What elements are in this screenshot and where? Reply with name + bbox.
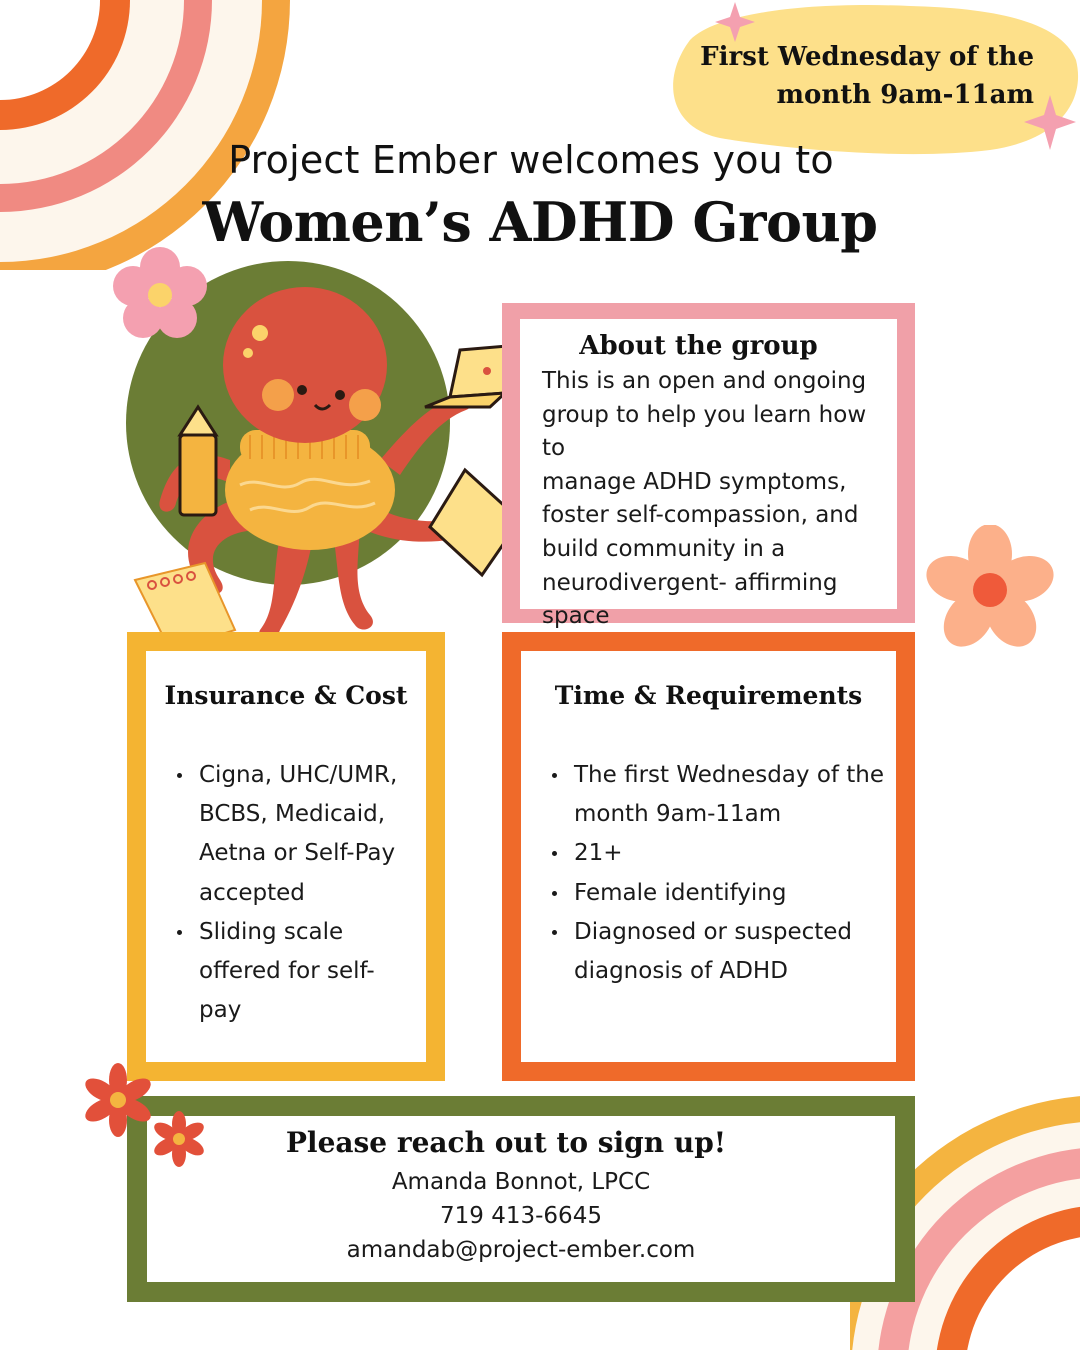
time-requirements-card xyxy=(502,632,915,1081)
list-item: The first Wednesday of the month 9am-11am xyxy=(574,756,886,834)
about-line: build community in a xyxy=(542,535,786,562)
date-banner-line-1: First Wednesday of the xyxy=(700,42,1034,72)
flower-icon xyxy=(925,525,1055,655)
flower-icon xyxy=(148,1108,210,1170)
time-title: Time & Requirements xyxy=(554,681,863,710)
list-item: Diagnosed or suspected diagnosis of ADHD xyxy=(574,913,886,991)
insurance-card xyxy=(127,632,445,1081)
contact-card xyxy=(127,1096,915,1302)
octopus-illustration xyxy=(110,245,530,660)
about-card xyxy=(502,303,915,630)
contact-email[interactable]: amandab@project-ember.com xyxy=(346,1237,696,1263)
insurance-title: Insurance & Cost xyxy=(164,681,408,710)
list-item: Female identifying xyxy=(574,874,886,913)
about-line: neurodivergent- affirming xyxy=(542,569,838,596)
list-item: Sliding scale offered for self- pay xyxy=(199,913,406,1031)
date-banner-line-2: month 9am-11am xyxy=(776,80,1034,110)
page-subtitle: Project Ember welcomes you to xyxy=(228,138,834,182)
list-item: Cigna, UHC/UMR, BCBS, Medicaid, Aetna or Self-Pay accepted xyxy=(199,756,406,913)
about-line: foster self-compassion, and xyxy=(542,502,859,529)
about-line: This is an open and ongoing xyxy=(542,368,867,394)
flower-icon xyxy=(113,247,207,338)
insurance-list xyxy=(199,756,406,1030)
date-banner-text xyxy=(654,38,1034,114)
about-body xyxy=(542,365,887,634)
list-item: 21+ xyxy=(574,834,886,873)
about-line: group to help you learn how to xyxy=(542,401,867,462)
contact-title: Please reach out to sign up! xyxy=(285,1126,727,1159)
contact-name: Amanda Bonnot, LPCC xyxy=(391,1169,651,1195)
contact-phone[interactable]: 719 413-6645 xyxy=(440,1203,602,1229)
page-title: Women’s ADHD Group xyxy=(202,190,878,254)
time-list xyxy=(574,756,886,991)
about-line: manage ADHD symptoms, xyxy=(542,468,847,495)
about-title: About the group xyxy=(579,331,818,361)
flower-icon xyxy=(78,1060,158,1140)
about-line: space xyxy=(542,603,610,630)
